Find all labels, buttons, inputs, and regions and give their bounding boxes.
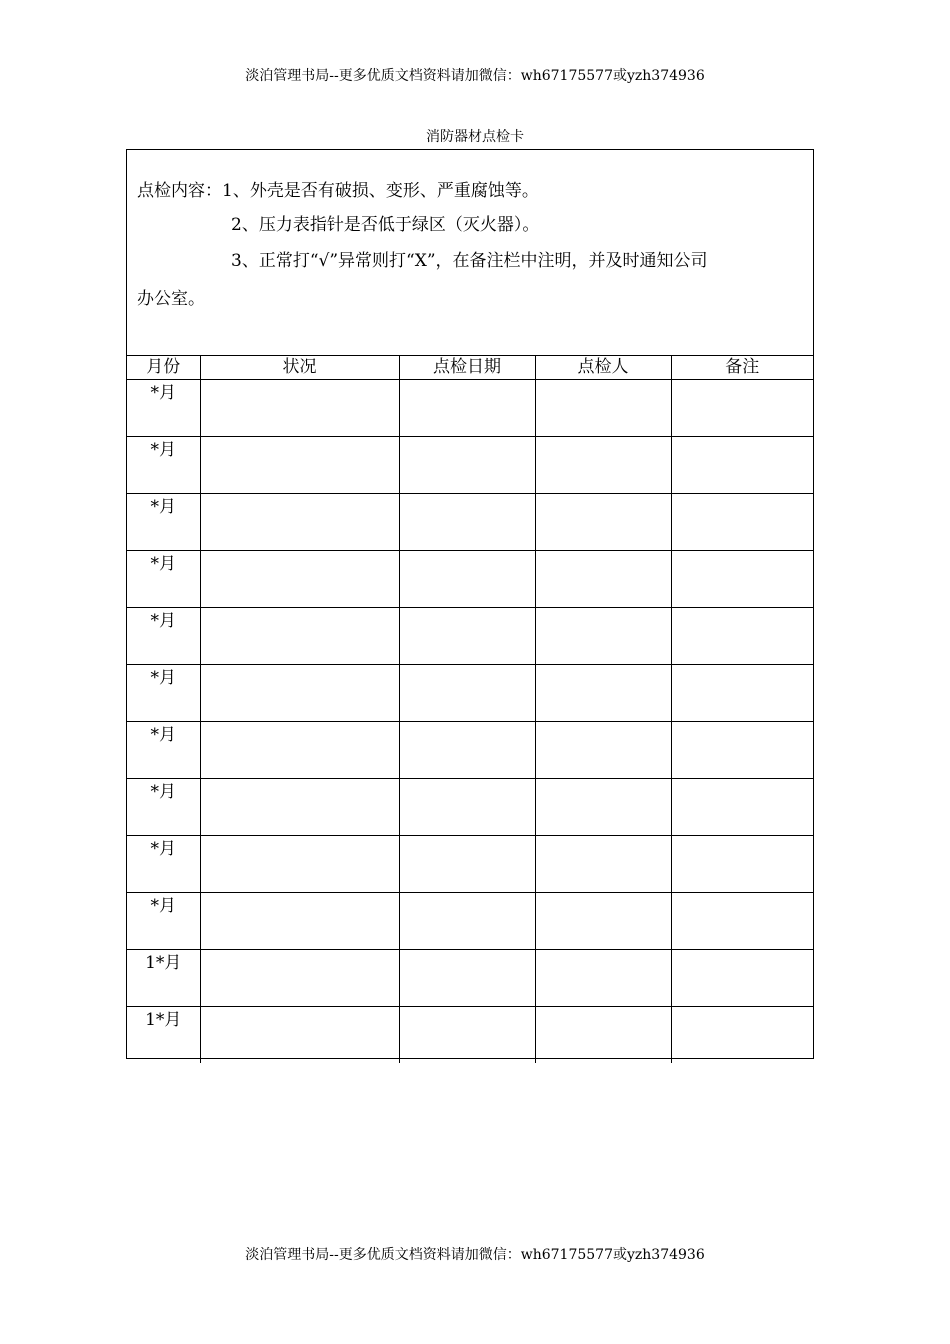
status-cell[interactable]	[200, 608, 399, 665]
inspection-date-cell[interactable]	[399, 551, 535, 608]
status-cell[interactable]	[200, 380, 399, 437]
page-header: 淡泊管理书局--更多优质文档资料请加微信：wh67175577或yzh374936	[245, 68, 705, 84]
inspection-date-cell[interactable]	[399, 950, 535, 1007]
inspector-cell[interactable]	[535, 437, 671, 494]
table-row	[127, 665, 813, 722]
status-cell[interactable]	[200, 779, 399, 836]
table-row	[127, 779, 813, 836]
remarks-cell[interactable]	[671, 893, 813, 950]
remarks-cell[interactable]	[671, 722, 813, 779]
page-footer: 淡泊管理书局--更多优质文档资料请加微信：wh67175577或yzh374936	[245, 1247, 705, 1263]
table-row	[127, 722, 813, 779]
header-inspector: 点检人	[535, 355, 671, 380]
instruction-line-3: 3、正常打“√”异常则打“X”，在备注栏中注明，并及时通知公司	[231, 251, 708, 271]
instruction-line-2: 2、压力表指针是否低于绿区（灭火器）。	[231, 215, 540, 235]
table-row	[127, 380, 813, 437]
status-cell[interactable]	[200, 1007, 399, 1064]
instruction-line-4: 办公室。	[137, 289, 205, 309]
inspection-date-cell[interactable]	[399, 836, 535, 893]
inspection-instructions	[127, 150, 813, 356]
table-header-row	[127, 355, 813, 380]
inspection-date-cell[interactable]	[399, 494, 535, 551]
month-cell: 1*月	[127, 1007, 200, 1064]
inspector-cell[interactable]	[535, 950, 671, 1007]
inspection-table	[127, 355, 813, 1063]
remarks-cell[interactable]	[671, 551, 813, 608]
month-cell: *月	[127, 380, 200, 437]
inspector-cell[interactable]	[535, 380, 671, 437]
header-inspection-date: 点检日期	[399, 355, 535, 380]
inspection-date-cell[interactable]	[399, 893, 535, 950]
table-row	[127, 551, 813, 608]
month-cell: *月	[127, 722, 200, 779]
month-cell: *月	[127, 665, 200, 722]
status-cell[interactable]	[200, 950, 399, 1007]
inspection-date-cell[interactable]	[399, 380, 535, 437]
remarks-cell[interactable]	[671, 494, 813, 551]
table-row	[127, 494, 813, 551]
month-cell: *月	[127, 494, 200, 551]
month-cell: *月	[127, 437, 200, 494]
document-title: 消防器材点检卡	[426, 129, 524, 145]
header-remarks: 备注	[671, 355, 813, 380]
month-cell: *月	[127, 779, 200, 836]
remarks-cell[interactable]	[671, 779, 813, 836]
header-status: 状况	[200, 355, 399, 380]
inspection-card	[126, 149, 814, 1059]
status-cell[interactable]	[200, 893, 399, 950]
status-cell[interactable]	[200, 722, 399, 779]
remarks-cell[interactable]	[671, 1007, 813, 1064]
header-month: 月份	[127, 355, 200, 380]
month-cell: *月	[127, 893, 200, 950]
remarks-cell[interactable]	[671, 836, 813, 893]
inspector-cell[interactable]	[535, 1007, 671, 1064]
instruction-line-1: 点检内容：1、外壳是否有破损、变形、严重腐蚀等。	[137, 181, 539, 201]
month-cell: *月	[127, 551, 200, 608]
remarks-cell[interactable]	[671, 608, 813, 665]
table-row	[127, 836, 813, 893]
month-cell: *月	[127, 608, 200, 665]
remarks-cell[interactable]	[671, 950, 813, 1007]
inspector-cell[interactable]	[535, 608, 671, 665]
status-cell[interactable]	[200, 551, 399, 608]
inspection-date-cell[interactable]	[399, 608, 535, 665]
inspector-cell[interactable]	[535, 836, 671, 893]
status-cell[interactable]	[200, 836, 399, 893]
inspector-cell[interactable]	[535, 494, 671, 551]
inspection-date-cell[interactable]	[399, 437, 535, 494]
inspection-date-cell[interactable]	[399, 722, 535, 779]
month-cell: *月	[127, 836, 200, 893]
inspection-date-cell[interactable]	[399, 665, 535, 722]
inspector-cell[interactable]	[535, 893, 671, 950]
status-cell[interactable]	[200, 665, 399, 722]
table-row	[127, 950, 813, 1007]
table-row	[127, 437, 813, 494]
inspector-cell[interactable]	[535, 665, 671, 722]
month-cell: 1*月	[127, 950, 200, 1007]
remarks-cell[interactable]	[671, 437, 813, 494]
inspector-cell[interactable]	[535, 722, 671, 779]
inspector-cell[interactable]	[535, 779, 671, 836]
status-cell[interactable]	[200, 437, 399, 494]
status-cell[interactable]	[200, 494, 399, 551]
table-row	[127, 893, 813, 950]
inspector-cell[interactable]	[535, 551, 671, 608]
table-row	[127, 608, 813, 665]
inspection-date-cell[interactable]	[399, 1007, 535, 1064]
table-row	[127, 1007, 813, 1064]
inspection-date-cell[interactable]	[399, 779, 535, 836]
remarks-cell[interactable]	[671, 665, 813, 722]
remarks-cell[interactable]	[671, 380, 813, 437]
